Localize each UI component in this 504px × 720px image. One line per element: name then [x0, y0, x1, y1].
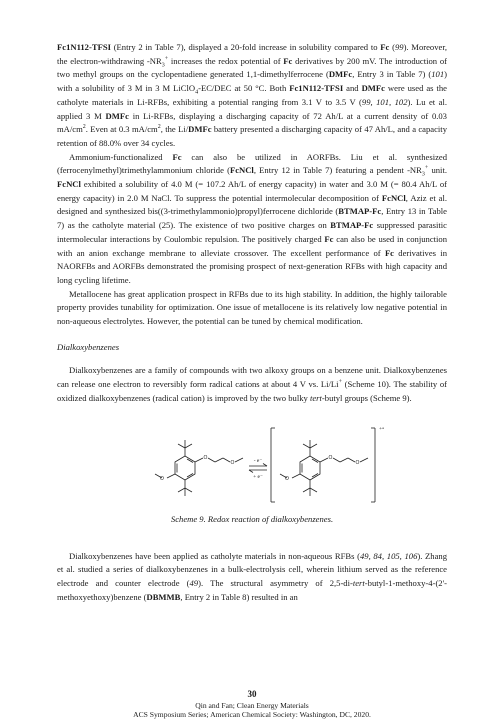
text-run: exhibited a solubility of 4.0 M (= 107.2 Ah/L of energy capacity) in water and 3.0 M (= 80.4 Ah/L of energy capacity) in 2.0 M NaCl. To suppress the potential intermolecular decomposition of: [57, 179, 447, 203]
paragraph-ammonium-fc: [57, 151, 447, 288]
paragraph-dialkoxybenzenes: [57, 364, 447, 405]
text-run: Fc: [324, 233, 334, 244]
text-run: 99, 101, 102: [361, 96, 408, 107]
text-run: (Scheme 10). The stability of oxidized dialkoxybenzenes (radical cation) is improved by the two bulky: [57, 379, 447, 403]
text-run: , Entry 13 in Table 7) as the catholyte material (25). The existence of two positive charges on: [57, 206, 447, 231]
text-run: +: [424, 165, 429, 172]
text-run: , Aziz et al. designed and synthesized bis((3-trimethylammonio)propyl)ferrocene dichloride (: [57, 192, 447, 217]
paragraph-fc1n112: [57, 41, 447, 151]
text-run: BTMAP-Fc: [338, 206, 382, 217]
text-run: Dialkoxybenzenes have been applied as catholyte materials in non-aqueous RFBs (: [69, 550, 360, 561]
text-run: ). Lu et al. applied 3 M: [57, 96, 447, 121]
text-run: (Entry 2 in Table 7), displayed a 20-fold increase in solubility compared to: [110, 42, 381, 52]
text-run: , Entry 2 in Table 8) resulted in an: [180, 591, 298, 602]
text-run: 2: [82, 124, 86, 131]
text-run: ). Moreover, the electron-withdrawing -NR: [57, 42, 448, 66]
text-run: FcNCl: [381, 192, 406, 203]
text-run: BTMAP-Fc: [330, 220, 374, 231]
text-run: 49: [189, 577, 199, 588]
footer-citation-line-1: Qin and Fan; Clean Energy Materials: [195, 701, 309, 710]
paragraph-metallocene: [57, 288, 447, 329]
text-run: unit.: [428, 165, 447, 176]
text-run: were used as the catholyte materials in Li-RFBs, exhibiting a potential ranging from 3.1 V to 3.5 V (: [57, 83, 447, 107]
text-run: Fc: [380, 42, 390, 52]
text-run: Fc1N112-TFSI: [57, 42, 111, 52]
text-run: ). Zhang et al. studied a series of dialkoxybenzenes in a bulk-electrolysis cell, wherein lithium served as the reference electrode and counter electrode (: [57, 550, 447, 588]
svg-text:O: O: [230, 459, 235, 466]
text-run: DMFc: [361, 83, 385, 94]
text-run: battery presented a discharging capacity of 47 Ah/L, and a capacity retention of 88.0% over 34 cycles.: [57, 124, 447, 148]
svg-text:O: O: [355, 459, 360, 466]
text-run: can also be used in conjunction with an anion exchange membrane to alleviate crossover. The excellent performance of: [57, 233, 448, 258]
text-run: derivatives by 200 mV. The introduction of two methyl groups on the cyclopentadiene generated 1,1-dimethylferrocene (: [57, 55, 447, 80]
footer-citation-line-2: ACS Symposium Series; American Chemical Society: Washington, DC, 2020.: [133, 710, 371, 719]
text-run: . Even at 0.3 mA/cm: [85, 124, 158, 135]
text-run: 2: [157, 124, 161, 131]
text-run: +: [338, 379, 342, 386]
text-run: Ammonium-functionalized: [69, 151, 173, 162]
text-run: (: [389, 42, 395, 52]
text-run: DBMMB: [146, 591, 181, 602]
section-heading: Dialkoxybenzenes: [57, 341, 120, 352]
radical-cation-charge: +•: [379, 425, 385, 432]
text-run: and: [343, 83, 362, 94]
svg-text:O: O: [328, 454, 333, 461]
text-run: 3: [421, 172, 425, 179]
text-run: Fc: [172, 151, 182, 162]
text-run: , Entry 12 in Table 7) featuring a pendent -NR: [253, 165, 422, 176]
text-run: Metallocene has great application prospect in RFBs due to its high stability. In addition, the highly tailorable property provides tunability for optimization. One issue of metallocene is its relatively low negative potential in non-aqueous electrolytes. However, the potential can be tuned by chemical modification.: [57, 288, 447, 327]
text-run: Fc: [384, 247, 395, 258]
svg-text:O: O: [203, 454, 208, 461]
text-run: suppressed parasitic intermolecular interactions by Coulombic repulsion. The positively charged: [57, 220, 447, 244]
text-run: ) with a solubility of 3 M in 3 M LiClO: [57, 69, 447, 94]
text-run: tert: [309, 392, 322, 403]
arrow-bottom-label: + e⁻: [253, 473, 263, 480]
text-run: Dialkoxybenzenes are a family of compounds with two alkoxy groups on a benzene unit. Dialkoxybenzenes can release one electron to reversibly form radical cations at about 4 V vs. Li/Li: [57, 365, 447, 390]
text-run: DMFc: [188, 124, 212, 135]
scheme-caption: Scheme 9. Redox reaction of dialkoxybenzenes.: [170, 513, 334, 524]
text-run: , Entry 3 in Table 7) (: [352, 69, 432, 80]
text-run: can also be utilized in AORFBs. Liu et al. synthesized (ferrocenylmethyl)trimethylammonium chloride (: [57, 151, 448, 176]
text-run: derivatives in NAORFBs and AORFBs demonstrated the promising prospect of next-generation RFBs with high capacity and long cycling lifetime.: [57, 247, 447, 285]
text-run: tert: [352, 577, 365, 588]
text-run: -butyl-1-methoxy-4-(2'-methoxyethoxy)benzene (: [57, 577, 448, 602]
text-run: DMFc: [105, 110, 129, 121]
text-run: Fc1N112-TFSI: [289, 83, 344, 94]
page-body: [57, 41, 447, 604]
text-run: DMFc: [328, 69, 353, 80]
text-run: 49, 84, 105, 106: [359, 550, 418, 561]
svg-text:O: O: [160, 475, 164, 482]
redox-scheme-diagram: [57, 418, 447, 512]
text-run: 4: [195, 89, 199, 96]
text-run: 101: [431, 69, 445, 80]
text-run: ). The structural asymmetry of 2,5-di-: [198, 577, 353, 588]
text-run: 3: [161, 62, 165, 69]
scheme-9-figure: [57, 418, 447, 512]
text-run: FcNCl: [57, 179, 81, 190]
text-run: -EC/DEC at 50 °C. Both: [198, 83, 290, 94]
text-run: increases the redox potential of: [168, 55, 284, 66]
arrow-top-label: - e⁻: [253, 457, 263, 464]
text-run: -butyl groups (Scheme 9).: [321, 392, 412, 403]
text-run: in Li-RFBs, displaying a discharging capacity of 72 Ah/L at a current density of 0.03 mA/cm: [57, 110, 447, 135]
text-run: FcNCl: [229, 165, 254, 176]
text-run: , the Li/: [160, 124, 189, 135]
svg-text:O: O: [285, 475, 289, 482]
paragraph-dialkoxybenzene-applications: [57, 550, 447, 605]
page-number: 30: [247, 689, 257, 699]
text-run: Fc: [283, 55, 293, 66]
text-run: 99: [394, 42, 404, 52]
text-run: +: [164, 55, 169, 62]
